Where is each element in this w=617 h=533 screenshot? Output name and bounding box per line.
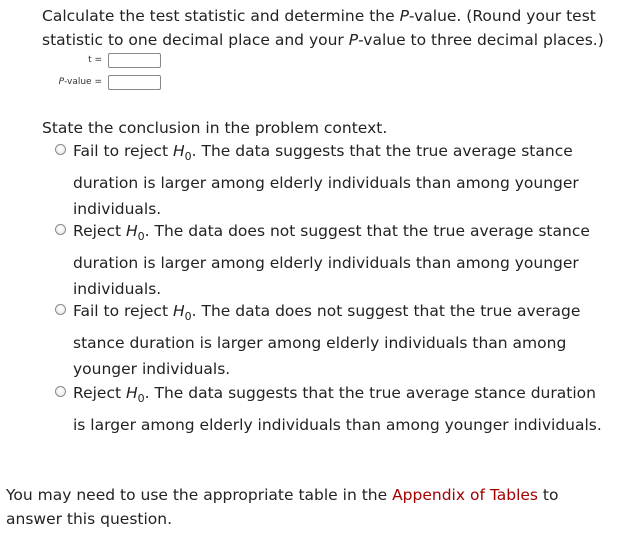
option-2-sub: 0 — [137, 230, 145, 244]
instructions-text — [42, 4, 612, 52]
option-4-body: . The data suggests that the true average stance duration is larger among elderly individuals than among younger individuals. — [73, 384, 602, 435]
p-value-label-italic: P — [58, 77, 64, 87]
t-answer-row — [88, 51, 161, 69]
radio-button-4[interactable] — [55, 386, 66, 397]
option-3-h: H — [172, 302, 185, 320]
conclusion-option-4[interactable] — [55, 380, 613, 438]
option-3-body: . The data does not suggest that the true average stance duration is larger among elderly individuals than among younger individuals. — [73, 302, 581, 379]
option-4-text — [73, 380, 613, 438]
option-3-sub: 0 — [184, 310, 192, 324]
radio-button-2[interactable] — [55, 224, 66, 235]
footnote-before: You may need to use the appropriate table in the — [6, 486, 393, 504]
p-value-input[interactable] — [108, 75, 161, 90]
option-1-sub: 0 — [184, 150, 192, 164]
option-3-prefix: Fail to reject — [73, 302, 173, 320]
option-4-prefix: Reject — [73, 384, 126, 402]
appendix-of-tables-link[interactable]: Appendix of Tables — [392, 486, 538, 504]
instructions-part1: Calculate the test statistic and determine the — [42, 7, 400, 25]
option-1-body: . The data suggests that the true average stance duration is larger among elderly individuals than among younger individuals. — [73, 142, 579, 219]
t-label: t = — [88, 55, 102, 65]
option-4-sub: 0 — [137, 392, 145, 406]
p-value-label-rest: -value = — [64, 77, 102, 87]
conclusion-option-1[interactable] — [55, 138, 613, 222]
radio-button-1[interactable] — [55, 144, 66, 155]
option-2-body: . The data does not suggest that the true average stance duration is larger among elderly individuals than among younger individuals. — [73, 222, 590, 299]
radio-button-3[interactable] — [55, 304, 66, 315]
option-1-prefix: Fail to reject — [73, 142, 173, 160]
instructions-italic-p2: P — [348, 31, 359, 49]
t-statistic-input[interactable] — [108, 53, 161, 68]
instructions-italic-p: P — [399, 7, 409, 25]
conclusion-heading: State the conclusion in the problem context. — [42, 119, 388, 137]
option-1-h: H — [172, 142, 185, 160]
conclusion-option-2[interactable] — [55, 218, 613, 302]
option-2-h: H — [125, 222, 138, 240]
option-4-h: H — [125, 384, 138, 402]
p-value-answer-row — [42, 73, 161, 91]
footnote-after: to answer this question. — [6, 486, 559, 528]
instructions-part2: -value. (Round your test statistic to one decimal place and your — [42, 7, 596, 49]
p-value-label — [42, 77, 102, 87]
conclusion-option-3[interactable] — [55, 298, 613, 382]
option-2-text — [73, 218, 613, 302]
option-3-text — [73, 298, 613, 382]
instructions-part3: -value to three decimal places.) — [358, 31, 604, 49]
option-1-text — [73, 138, 613, 222]
footnote — [6, 483, 596, 531]
option-2-prefix: Reject — [73, 222, 126, 240]
